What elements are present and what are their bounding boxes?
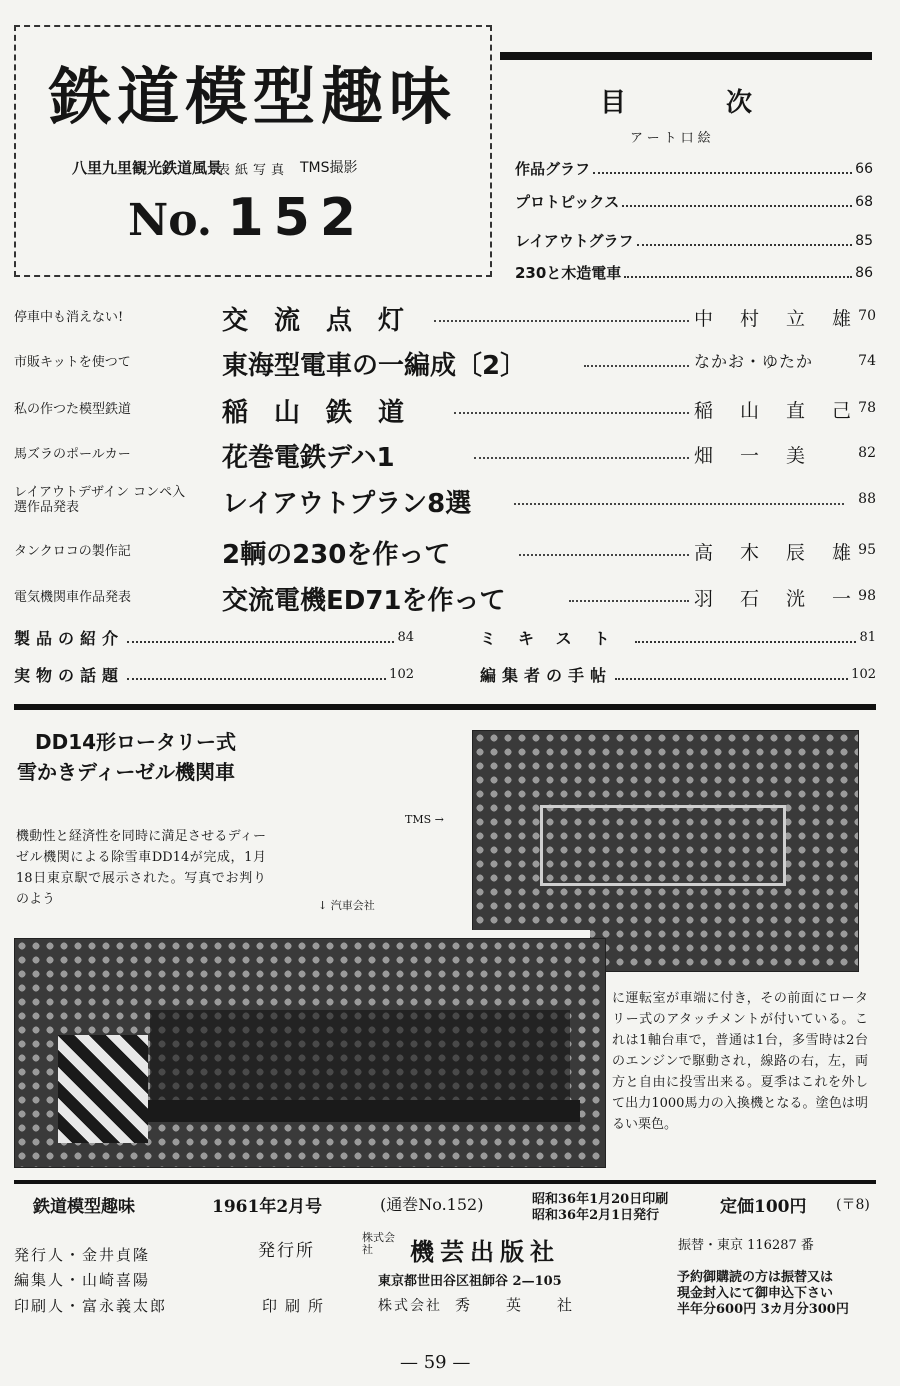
photo-credit-tms: TMS → xyxy=(405,813,444,826)
article-title: レイアウトプラン8選 xyxy=(222,489,472,519)
footer-publish-date: 昭和36年2月1日発行 xyxy=(532,1208,660,1223)
misc-item[interactable] xyxy=(14,663,414,686)
toc-item-label: 作品グラフ xyxy=(515,160,591,178)
toc-subheading: アート口絵 xyxy=(630,131,715,146)
leader-dots xyxy=(584,365,689,367)
article-kicker: 市販キットを使つて xyxy=(14,355,131,370)
cover-caption: 八里九里観光鉄道風景 xyxy=(72,159,223,177)
publisher-name: 機芸出版社 xyxy=(410,1238,560,1266)
subscription-notice-1: 予約御購読の方は振替又は xyxy=(677,1270,834,1285)
misc-item-page: 84 xyxy=(397,630,414,645)
article-author: 畑 一 美 xyxy=(694,445,810,467)
toc-item-label: プロトピックス xyxy=(515,193,620,211)
article-row[interactable] xyxy=(14,345,876,385)
transfer-account: 振替・東京 116287 番 xyxy=(678,1238,814,1253)
article-author: 高 木 辰 雄 xyxy=(694,542,856,564)
publisher-kabushiki: 株式会社 xyxy=(362,1231,395,1256)
article-page: 95 xyxy=(858,542,876,558)
misc-item-page: 81 xyxy=(859,630,876,645)
article-row[interactable] xyxy=(14,580,876,620)
cover-photo-heading: 表紙写真 xyxy=(216,163,289,178)
issue-prefix: No. xyxy=(128,195,213,246)
staff-editor: 編集人・山崎喜陽 xyxy=(14,1271,151,1289)
leader-dots xyxy=(127,633,394,643)
article-page: 98 xyxy=(858,588,876,604)
misc-item-page: 102 xyxy=(851,667,876,682)
article-row[interactable] xyxy=(14,300,876,340)
toc-title: 目次 xyxy=(600,88,853,118)
toc-item-page: 86 xyxy=(855,264,873,281)
misc-item[interactable] xyxy=(480,663,876,686)
article-title: 稲 山 鉄 道 xyxy=(222,398,405,428)
footer-print-date: 昭和36年1月20日印刷 xyxy=(532,1192,669,1207)
article-author: なかお・ゆたか xyxy=(694,352,814,371)
leader-dots xyxy=(519,554,689,556)
publisher-address: 東京都世田谷区祖師谷 2—105 xyxy=(378,1274,562,1289)
article-page: 78 xyxy=(858,400,876,416)
issue-digits: 152 xyxy=(227,188,366,248)
leader-dots xyxy=(514,503,844,505)
toc-item[interactable] xyxy=(515,158,873,179)
toc-item-page: 68 xyxy=(855,193,873,210)
staff-publisher: 発行人・金井貞隆 xyxy=(14,1246,151,1264)
staff-printer: 印刷人・富永義太郎 xyxy=(14,1297,168,1315)
leader-dots xyxy=(127,670,386,680)
issue-number xyxy=(128,188,366,248)
article-row[interactable] xyxy=(14,483,876,523)
magazine-title: 鉄道模型趣味 xyxy=(48,60,457,133)
toc-item-label: 230と木造電車 xyxy=(515,264,622,282)
footer-volume: (通巻No.152) xyxy=(380,1195,484,1214)
printer-label: 印刷所 xyxy=(262,1297,332,1315)
misc-item[interactable] xyxy=(14,626,414,649)
feature-title-line2: 雪かきディーゼル機関車 xyxy=(17,760,235,784)
footer-price: 定価100円 xyxy=(720,1197,807,1217)
cover-credit: TMS撮影 xyxy=(300,160,358,176)
article-kicker: 電気機関車作品発表 xyxy=(14,590,132,605)
leader-dots xyxy=(569,600,689,602)
footer-rule xyxy=(14,1180,876,1184)
article-page: 70 xyxy=(858,308,876,324)
feature-text-2: に運転室が車端に付き，その前面にロータリー式のアタッチメントが付いている。これは1軸台車で，普通は1台，多雪時は2台のエンジンで駆動され，線路の右，左，両方と自由に投雪出来る。夏季はこれを外して出力1000馬力の入換機となる。塗色は明るい栗色。 xyxy=(612,991,868,1132)
article-kicker: 馬ズラのポールカー xyxy=(14,447,131,462)
misc-item-page: 102 xyxy=(389,667,414,682)
photo-credit-kisha: ↓ 汽車会社 xyxy=(318,899,375,912)
toc-top-rule xyxy=(500,52,872,60)
leader-dots xyxy=(624,267,852,278)
article-title: 東海型電車の一編成〔2〕 xyxy=(222,351,527,381)
article-row[interactable] xyxy=(14,392,876,432)
article-author: 羽 石 洸 一 xyxy=(694,588,856,610)
article-title: 交流電機ED71を作って xyxy=(222,586,506,616)
article-kicker: 私の作つた模型鉄道 xyxy=(14,402,132,417)
leader-dots xyxy=(637,235,853,246)
photo-cab-window xyxy=(540,805,786,886)
article-author: 稲 山 直 己 xyxy=(694,400,856,422)
photo-rotary-plow xyxy=(58,1035,148,1143)
toc-item-page: 66 xyxy=(855,160,873,177)
toc-item[interactable] xyxy=(515,230,873,251)
misc-item-label: 製品の紹介 xyxy=(14,629,125,648)
article-page: 74 xyxy=(858,353,876,369)
article-page: 82 xyxy=(858,445,876,461)
footer-magazine-name: 鉄道模型趣味 xyxy=(33,1197,135,1217)
photo-loco-body xyxy=(150,1010,570,1105)
misc-item-label: ミキスト xyxy=(480,629,632,648)
printer-name: 秀英社 xyxy=(455,1296,609,1314)
article-page: 88 xyxy=(858,491,876,507)
article-kicker: レイアウトデザイン コンペ入選作品発表 xyxy=(14,485,186,515)
toc-item-label: レイアウトグラフ xyxy=(515,232,634,250)
article-title: 交 流 点 灯 xyxy=(222,306,405,336)
toc-item[interactable] xyxy=(515,262,873,283)
subscription-notice-3: 半年分600円 3カ月分300円 xyxy=(677,1302,849,1317)
printer-prefix: 株式会社 xyxy=(378,1298,442,1314)
article-row[interactable] xyxy=(14,534,876,574)
leader-dots xyxy=(593,163,852,174)
toc-item-page: 85 xyxy=(855,232,873,249)
toc-item[interactable] xyxy=(515,191,873,212)
feature-text-1: 機動性と経済性を同時に満足させるディーゼル機関による除雪車DD14が完成，1月18日東京駅で展示された。写真でお判りのよう xyxy=(16,829,266,907)
footer-postage: (〒8) xyxy=(836,1197,870,1213)
article-author: 中 村 立 雄 xyxy=(694,308,856,330)
article-row[interactable] xyxy=(14,437,876,477)
photo-loco-frame xyxy=(80,1100,580,1122)
leader-dots xyxy=(434,320,689,322)
page-number: — 59 — xyxy=(400,1352,471,1373)
misc-item[interactable] xyxy=(480,626,876,649)
leader-dots xyxy=(474,457,689,459)
article-kicker: タンクロコの製作記 xyxy=(14,544,131,559)
leader-dots xyxy=(635,633,857,643)
footer-issue-date: 1961年2月号 xyxy=(212,1197,323,1217)
feature-title-line1: DD14形ロータリー式 xyxy=(35,730,237,754)
subscription-notice-2: 現金封入にて御申込下さい xyxy=(677,1286,834,1301)
article-title: 2輌の230を作って xyxy=(222,540,451,570)
misc-item-label: 実物の話題 xyxy=(14,666,125,685)
article-title: 花巻電鉄デハ1 xyxy=(222,443,395,473)
leader-dots xyxy=(454,412,689,414)
leader-dots xyxy=(622,196,852,207)
article-kicker: 停車中も消えない! xyxy=(14,310,124,325)
misc-item-label: 編集者の手帖 xyxy=(480,666,613,685)
leader-dots xyxy=(615,670,848,680)
section-rule xyxy=(14,704,876,710)
publisher-label: 発行所 xyxy=(258,1241,315,1261)
